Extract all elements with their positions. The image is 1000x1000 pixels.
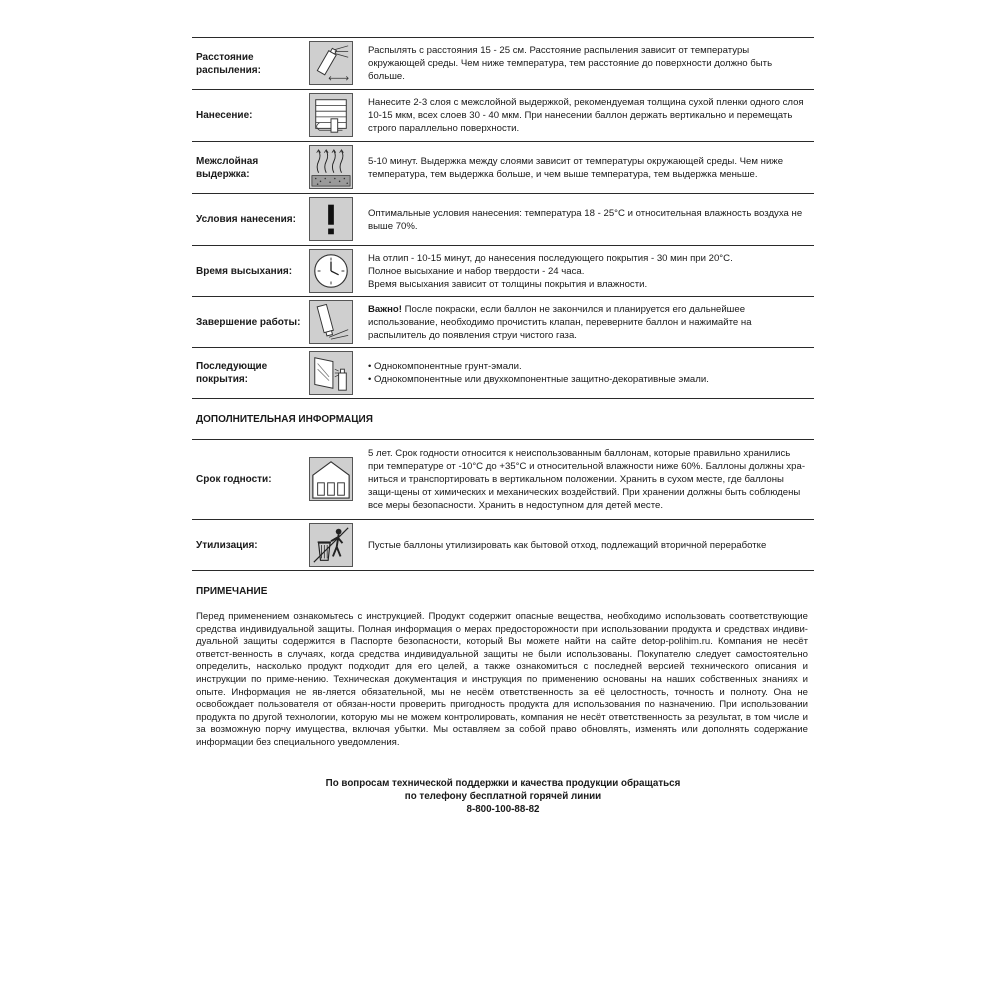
support-line: По вопросам технической поддержки и качества продукции обращаться [325,778,681,789]
support-line: по телефону бесплатной горячей линии [404,791,602,802]
table-row [192,520,814,570]
table-rule [192,570,814,571]
drying-vapor-icon [309,145,353,189]
row-description [368,348,808,398]
support-block [192,777,814,816]
row-label: Срок годности: [196,474,272,485]
table-row [192,194,814,245]
text-line: • Однокомпонентные грунт-эмали. [368,361,522,372]
row-label: Расстояние распыления: [196,51,261,76]
clock-icon [309,249,353,293]
additional-info-heading: ДОПОЛНИТЕЛЬНАЯ ИНФОРМАЦИЯ [196,414,373,425]
row-label: Завершение работы: [196,316,301,328]
row-label: Утилизация: [196,539,258,551]
row-label: Межслойная выдержка: [196,155,259,180]
text-line: Полное высыхание и набор твердости - 24 часа. [368,265,585,277]
row-description [368,297,808,347]
hotline-phone: 8-800-100-88-82 [466,804,540,815]
row-description: 5 лет. Срок годности относится к неиспользованным баллонам, которые правильно хранились при температуре от -10°С до +35°С и относительной влажности ниже 60%. Баллоны должны хра-ниться и транспортировать в вертикальном положении. Хранить в сухом месте, где баллоны защи-щены от химических и механических воздействий. При хранении должны быть соблюдены все меры безопасности. Хранить в недоступном для детей месте. [368,448,806,511]
row-description: Нанесите 2-3 слоя с межслойной выдержкой, рекомендуемая толщина сухой пленки одного слоя 10-15 мкм, всех слоев 30 - 40 мкм. При нанесении баллон держать вертикально и перемещать строго параллельно поверхности. [368,97,804,134]
note-paragraph: Перед применением ознакомьтесь с инструкцией. Продукт содержит опасные вещества, необходимо использовать соответствующие средства индивидуальной защиты. Полная информация о мерах предосторожности при использовании продукта и средствах индиви-дуальной защиты содержится в Паспорте безопасности, который Вы можете найти на сайте detop-polihim.ru. Компания не несёт ответст-венность в случаях, когда средства индивидуальной защиты не были использованы. Покупателю следует самостоятельно определить, насколько продукт подходит для его целей, а также ознакомиться с последней версией технического описания и инструкции по приме-нению. Техническая документация и инструкция по применению основаны на наших собственных знаниях и опыте. Информация не яв-ляется обязательной, мы не несём ответственность за её целостность, точность и полноту. Она не освобождает пользователя от обязан-ности проверить пригодность продукта для использования по назначению. При использовании продукта по другой технологии, которую мы не можем контролировать, компания не несёт ответственность за результат, в том числе и за возможную порчу имущества, включая убытки. Мы оставляем за собой право обновлять, изменять или дополнять содержание информации без специального уведомления. [196,611,808,748]
row-description: Оптимальные условия нанесения: температура 18 - 25°С и относительная влажность воздуха не выше 70%. [368,207,803,232]
trash-disposal-icon [309,523,353,567]
inverted-can-icon [309,300,353,344]
spray-distance-icon [309,41,353,85]
exclamation-icon [309,197,353,241]
row-description-body: После покраски, если баллон не закончился и планируется его дальнейшее использование, необходимо прочистить клапан, переверните баллон и нажимайте на распылитель до появления струи чистого газа. [368,303,752,341]
text-line: На отлип - 10-15 минут, до нанесения последующего покрытия - 30 мин при 20°С. [368,252,733,264]
table-row [192,440,814,519]
table-row [192,38,814,89]
row-label: Время высыхания: [196,265,293,277]
application-layers-icon [309,93,353,137]
note-heading: ПРИМЕЧАНИЕ [196,586,268,597]
table-row [192,90,814,141]
row-label: Условия нанесения: [196,214,296,225]
text-line: • Однокомпонентные или двухкомпонентные защитно-декоративные эмали. [368,374,709,385]
table-row [192,246,814,296]
row-description [368,246,808,296]
table-rule [192,398,814,399]
row-label: Нанесение: [196,110,253,121]
row-description: 5-10 минут. Выдержка между слоями зависит от температуры окружающей среды. Чем ниже температура, тем выдержка больше, и чем выше температура, тем выдержка меньше. [368,155,784,180]
row-label: Последующие покрытия: [196,361,268,385]
important-lead: Важно! [368,303,402,315]
warehouse-storage-icon [309,457,353,501]
row-description: Распылять с расстояния 15 - 25 см. Расстояние распыления зависит от температуры окружающей среды. Чем ниже температура, тем расстояние до поверхности должно быть больше. [368,45,773,82]
table-row [192,142,814,193]
table-row [192,297,814,347]
table-row [192,348,814,398]
overcoat-spray-icon [309,351,353,395]
text-line: Время высыхания зависит от толщины покрытия и влажности. [368,278,648,290]
row-description: Пустые баллоны утилизировать как бытовой отход, подлежащий вторичной переработке [368,539,767,551]
